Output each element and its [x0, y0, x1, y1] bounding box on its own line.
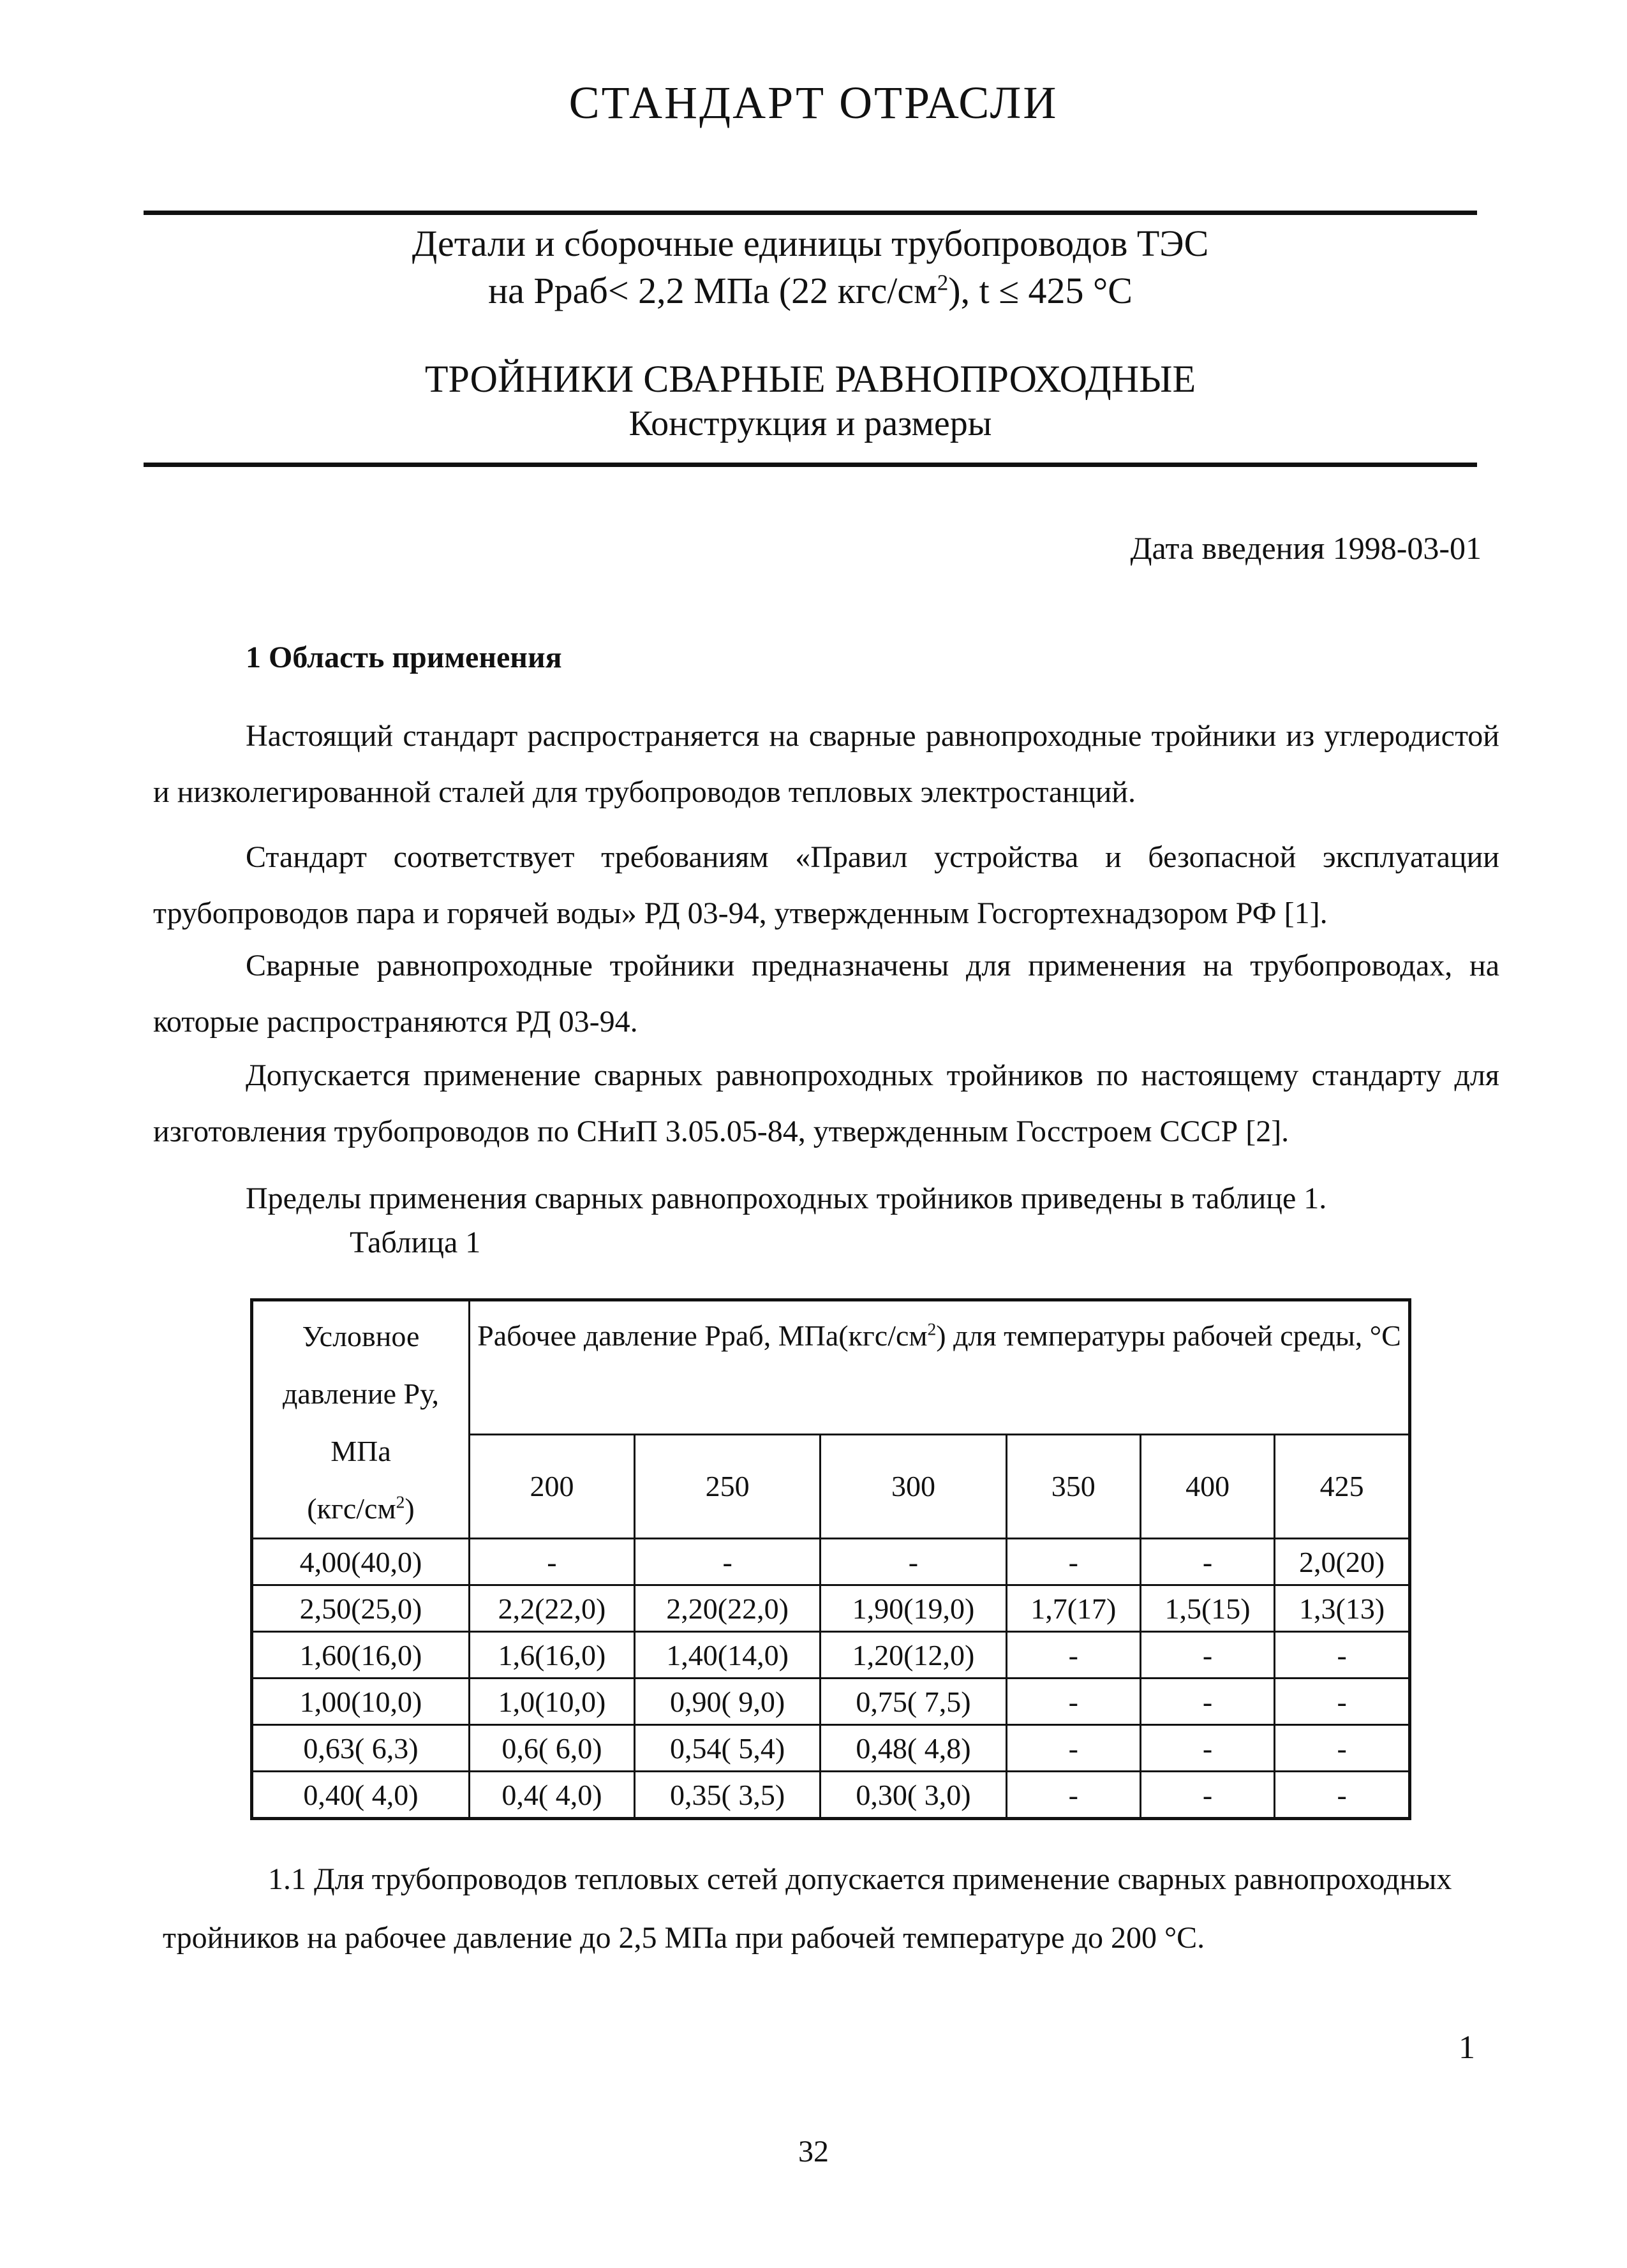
- table-cell: -: [1275, 1679, 1410, 1725]
- table-cell: 2,2(22,0): [470, 1585, 635, 1632]
- table-cell: 0,54( 5,4): [634, 1725, 820, 1772]
- footer-page-number: 32: [798, 2135, 829, 2168]
- table-cell: 1,40(14,0): [634, 1632, 820, 1679]
- paragraph-5: Пределы применения сварных равнопроходных тройников приведены в таблице 1.: [246, 1182, 1327, 1215]
- table-cell: -: [470, 1539, 635, 1585]
- table-cell: -: [1006, 1725, 1140, 1772]
- table-cell: -: [1275, 1632, 1410, 1679]
- table-cell: 0,75( 7,5): [821, 1679, 1006, 1725]
- table-row: [252, 1632, 1410, 1679]
- table-cell: -: [1140, 1725, 1274, 1772]
- table-cell: 1,5(15): [1140, 1585, 1274, 1632]
- table-cell: 0,4( 4,0): [470, 1772, 635, 1819]
- table-cell-nominal: 0,63( 6,3): [252, 1725, 470, 1772]
- subtitle-line-2: [144, 269, 1477, 312]
- paragraph-4: Допускается применение сварных равнопроходных тройников по настоящему стандарту для изготовления трубопроводов по СНиП 3.05.05-84, утвержденным Госстроем СССР [2].: [153, 1058, 1499, 1148]
- temperature-header: 400: [1140, 1434, 1274, 1539]
- subtitle-line-1: Детали и сборочные единицы трубопроводов ТЭС: [412, 223, 1209, 264]
- header-left-line-4: [307, 1492, 414, 1525]
- header-left-line-1: Условное: [302, 1320, 420, 1353]
- table-cell: -: [1275, 1772, 1410, 1819]
- table-cell-nominal: 0,40( 4,0): [252, 1772, 470, 1819]
- temperature-header: 250: [634, 1434, 820, 1539]
- temperature-header: 200: [470, 1434, 635, 1539]
- temperature-header: 300: [821, 1434, 1006, 1539]
- paragraph-3: Сварные равнопроходные тройники предназначены для применения на трубопроводах, на которые распространяются РД 03-94.: [153, 949, 1499, 1039]
- table-cell: -: [1140, 1539, 1274, 1585]
- table-cell: -: [821, 1539, 1006, 1585]
- table-cell: 0,48( 4,8): [821, 1725, 1006, 1772]
- table-cell: -: [1006, 1772, 1140, 1819]
- table-row: [252, 1585, 1410, 1632]
- bottom-rule: [144, 463, 1477, 467]
- header-left-line-3: МПа: [331, 1435, 391, 1467]
- table-cell: 0,35( 3,5): [634, 1772, 820, 1819]
- table-cell-nominal: 1,60(16,0): [252, 1632, 470, 1679]
- section-heading: 1 Область применения: [246, 641, 562, 674]
- header-main-tail: ) для температуры рабочей среды, °С: [936, 1319, 1401, 1352]
- header-left-unit-close: ): [405, 1492, 415, 1525]
- header-main-text: Рабочее давление Рраб, МПа(кгс/см: [477, 1319, 928, 1352]
- paragraph-2: Стандарт соответствует требованиям «Правил устройства и безопасной эксплуатации трубопроводов пара и горячей воды» РД 03-94, утвержденным Госгортехнадзором РФ [1].: [153, 840, 1499, 930]
- table-cell: -: [1006, 1679, 1140, 1725]
- table-cell: -: [1140, 1772, 1274, 1819]
- table-cell: 2,0(20): [1275, 1539, 1410, 1585]
- table-row: [252, 1539, 1410, 1585]
- pressure-limits-table: [250, 1298, 1411, 1820]
- table-cell-nominal: 4,00(40,0): [252, 1539, 470, 1585]
- column-header-nominal-pressure: [252, 1300, 470, 1539]
- subtitle-superscript: 2: [937, 270, 949, 295]
- table-row: [252, 1679, 1410, 1725]
- note-line-1: 1.1 Для трубопроводов тепловых сетей допускается применение сварных равнопроходных: [268, 1862, 1452, 1896]
- table-cell: 1,3(13): [1275, 1585, 1410, 1632]
- note-paragraph: [163, 1850, 1503, 1968]
- table-cell: 0,6( 6,0): [470, 1725, 635, 1772]
- temperature-header: 425: [1275, 1434, 1410, 1539]
- table-row: [252, 1725, 1410, 1772]
- table-cell: 1,0(10,0): [470, 1679, 635, 1725]
- table-cell: 0,90( 9,0): [634, 1679, 820, 1725]
- header-main-superscript: 2: [927, 1319, 937, 1339]
- subtitle-line-2-tail: ), t ≤ 425 °С: [948, 270, 1133, 311]
- table-cell: 1,6(16,0): [470, 1632, 635, 1679]
- subtitle-line-2-text: на Рраб< 2,2 МПа (22 кгс/см: [488, 270, 937, 311]
- document-title: СТАНДАРТ ОТРАСЛИ: [568, 77, 1059, 128]
- page-number: 1: [1459, 2029, 1475, 2066]
- table-cell: -: [1275, 1725, 1410, 1772]
- table-cell-nominal: 2,50(25,0): [252, 1585, 470, 1632]
- table-cell: -: [1140, 1679, 1274, 1725]
- table-cell-nominal: 1,00(10,0): [252, 1679, 470, 1725]
- paragraph-1: Настоящий стандарт распространяется на сварные равнопроходные тройники из углеродистой и низколегированной сталей для трубопроводов тепловых электростанций.: [153, 719, 1499, 809]
- table-cell: -: [1006, 1632, 1140, 1679]
- column-header-working-pressure: [470, 1300, 1410, 1435]
- standard-subheading: Конструкция и размеры: [628, 404, 992, 443]
- top-rule: [144, 211, 1477, 215]
- table-header-row: [252, 1300, 1410, 1435]
- note-line-2: тройников на рабочее давление до 2,5 МПа при рабочей температуре до 200 °С.: [163, 1921, 1205, 1955]
- table-cell: 1,20(12,0): [821, 1632, 1006, 1679]
- table-cell: -: [1140, 1632, 1274, 1679]
- table-cell: -: [1006, 1539, 1140, 1585]
- table-cell: 1,90(19,0): [821, 1585, 1006, 1632]
- header-left-superscript: 2: [396, 1492, 405, 1512]
- table-cell: -: [634, 1539, 820, 1585]
- table-cell: 1,7(17): [1006, 1585, 1140, 1632]
- table-cell: 0,30( 3,0): [821, 1772, 1006, 1819]
- introduction-date: Дата введения 1998-03-01: [1130, 530, 1482, 566]
- standard-heading: ТРОЙНИКИ СВАРНЫЕ РАВНОПРОХОДНЫЕ: [424, 358, 1196, 400]
- table-cell: 2,20(22,0): [634, 1585, 820, 1632]
- header-left-line-2: давление Ру,: [283, 1377, 439, 1410]
- table-row: [252, 1772, 1410, 1819]
- temperature-header: 350: [1006, 1434, 1140, 1539]
- table-caption: Таблица 1: [350, 1226, 481, 1259]
- header-left-unit: (кгс/см: [307, 1492, 396, 1525]
